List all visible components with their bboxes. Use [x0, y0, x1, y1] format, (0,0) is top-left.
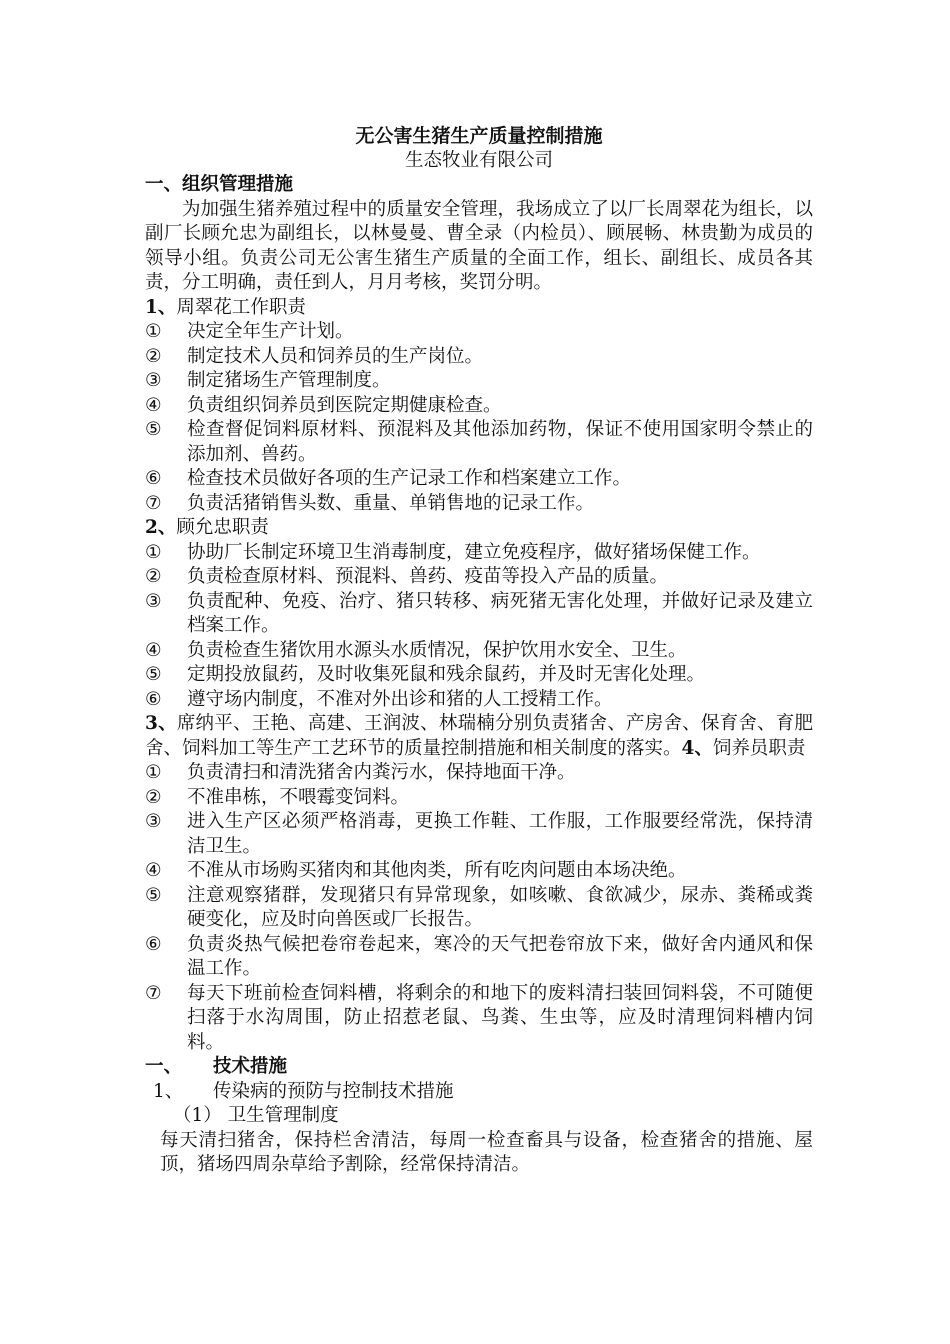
section2-paragraph: 每天清扫猪舍，保持栏舍清洁，每周一检查畜具与设备，检查猪舍的措施、屋顶，猪场四周杂草给予割除，经常保持清洁。	[160, 1129, 813, 1175]
section2-subsubheading: （1） 卫生管理制度	[173, 1105, 339, 1126]
section2-subheading: 1、 传染病的预防与控制技术措施	[153, 1080, 454, 1102]
section2-heading: 一、 技术措施	[145, 1056, 288, 1077]
list-item: ⑤ 注意观察猪群，发现猪只有异常现象，如咳嗽、食欲减少，尿赤、粪稀或粪硬变化，应及时向兽医或厂长报告。	[145, 884, 813, 930]
list-item: ① 决定全年生产计划。	[145, 321, 354, 342]
list-item: ③ 进入生产区必须严格消毒，更换工作鞋、工作服，工作服要经常洗，保持清洁卫生。	[145, 811, 813, 857]
list-item: ② 不准串栋，不喂霉变饲料。	[145, 786, 410, 808]
list-item: ② 制定技术人员和饲养员的生产岗位。	[145, 345, 484, 367]
duty2-list	[145, 541, 813, 713]
list-item: ⑤ 定期投放鼠药，及时收集死鼠和残余鼠药，并及时无害化处理。	[145, 664, 706, 685]
list-item: ⑥ 检查技术员做好各项的生产记录工作和档案建立工作。	[145, 468, 632, 489]
list-item: ③ 制定猪场生产管理制度。	[145, 370, 391, 391]
duty1-list	[145, 320, 813, 516]
list-item: ① 协助厂长制定环境卫生消毒制度，建立免疫程序，做好猪场保健工作。	[145, 541, 761, 563]
list-item: ④ 负责组织饲养员到医院定期健康检查。	[145, 394, 502, 416]
document-subtitle: 生态牧业有限公司	[404, 149, 553, 171]
duty4-list	[145, 761, 813, 1055]
duty3-paragraph: 3、席纳平、王艳、高建、王润波、林瑞楠分别负责猪舍、产房舍、保育舍、育肥舍、饲料加工等生产工艺环节的质量控制措施和相关制度的落实。4、饲养员职责	[145, 713, 813, 759]
document-title: 无公害生猪生产质量控制措施	[355, 125, 603, 147]
list-item: ④ 负责检查生猪饮用水源头水质情况，保护饮用水安全、卫生。	[145, 639, 687, 661]
list-item: ⑤ 检查督促饲料原材料、预混料及其他添加药物，保证不使用国家明令禁止的添加剂、兽药。	[145, 419, 813, 465]
list-item: ① 负责清扫和清洗猪舍内粪污水，保持地面干净。	[145, 762, 576, 783]
list-item: ⑦ 每天下班前检查饲料槽，将剩余的和地下的废料清扫装回饲料袋，不可随便扫落于水沟周围，防止招惹老鼠、鸟粪、生虫等，应及时清理饲料槽内饲料。	[145, 982, 813, 1053]
section1-heading: 一、组织管理措施	[145, 174, 294, 195]
list-item: ⑥ 遵守场内制度，不准对外出诊和猪的人工授精工作。	[145, 688, 613, 710]
list-item: ③ 负责配种、免疫、治疗、猪只转移、病死猪无害化处理，并做好记录及建立档案工作。	[145, 590, 813, 636]
list-item: ⑥ 负责炎热气候把卷帘卷起来，寒冷的天气把卷帘放下来，做好舍内通风和保温工作。	[145, 933, 813, 979]
duty2-heading: 2、顾允忠职责	[145, 517, 269, 538]
duty1-heading: 1、周翠花工作职责	[145, 296, 306, 318]
section1-intro: 为加强生猪养殖过程中的质量安全管理，我场成立了以厂长周翠花为组长，以副厂长顾允忠为副组长，以林曼曼、曹全录（内检员）、顾展畅、林贵勤为成员的领导小组。负责公司无公害生猪生产质量的全面工作，组长、副组长、成员各其责，分工明确，责任到人，月月考核，奖罚分明。	[145, 198, 813, 293]
document-page	[145, 124, 813, 1178]
list-item: ⑦ 负责活猪销售头数、重量、单销售地的记录工作。	[145, 492, 595, 514]
list-item: ④ 不准从市场购买猪肉和其他肉类，所有吃肉问题由本场决绝。	[145, 860, 687, 881]
list-item: ② 负责检查原材料、预混料、兽药、疫苗等投入产品的质量。	[145, 566, 669, 587]
